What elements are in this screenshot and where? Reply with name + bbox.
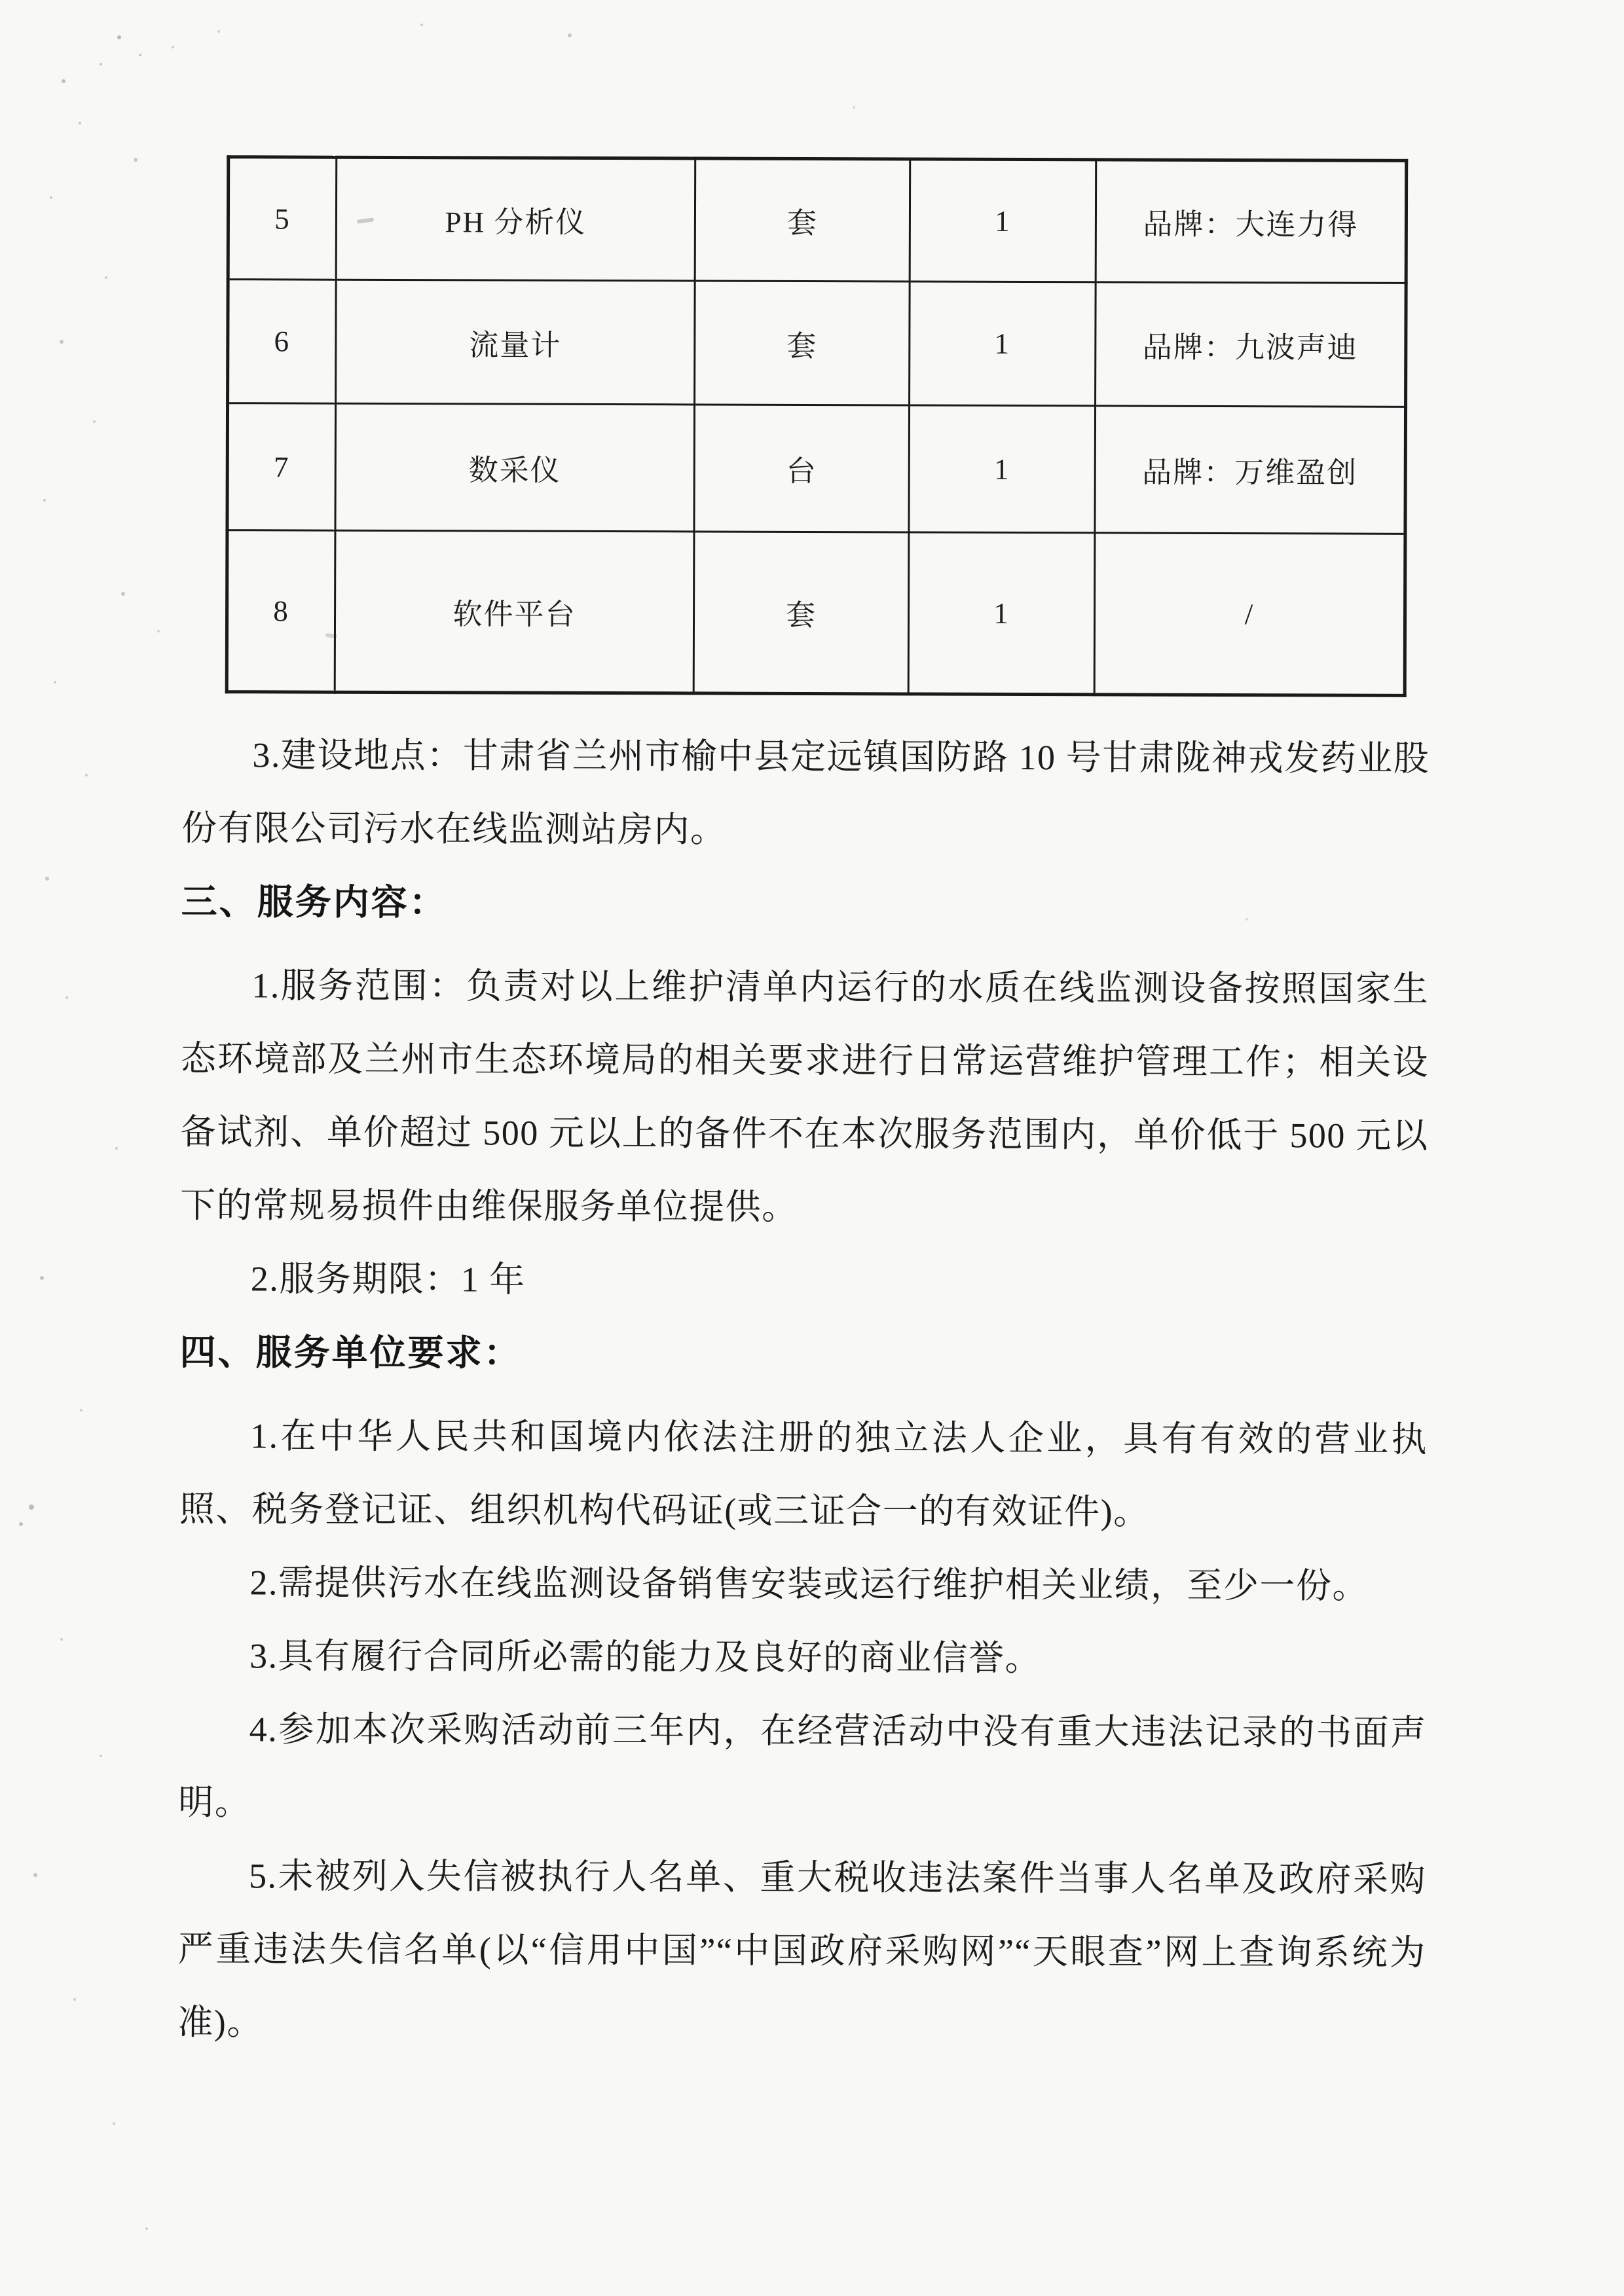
device-name-cell: 数采仪: [335, 403, 695, 532]
requirement-item-2: 2.需提供污水在线监测设备销售安装或运行维护相关业绩，至少一份。: [249, 1563, 1369, 1606]
device-name-cell: 流量计: [336, 280, 695, 405]
quantity-cell: 1: [908, 532, 1095, 695]
seq-cell: 6: [228, 280, 337, 404]
unit-cell: 套: [695, 158, 910, 282]
brand-cell: 品牌：九波声迪: [1096, 282, 1407, 407]
quantity-cell: 1: [910, 159, 1096, 282]
table-row: [228, 280, 1407, 407]
quantity-cell: 1: [910, 282, 1096, 406]
device-name-cell: 软件平台: [335, 530, 694, 693]
section-heading-supplier-requirements: 四、服务单位要求：: [179, 1331, 522, 1374]
requirement-item-1: 1.在中华人民共和国境内依法注册的独立法人企业，具有有效的营业执照、税务登记证、组织机构代码证(或三证合一的有效证件)。: [179, 1416, 1428, 1532]
seq-cell: 7: [227, 403, 336, 531]
service-term-paragraph: 2.服务期限：1 年: [250, 1259, 526, 1300]
brand-cell: 品牌：大连力得: [1096, 160, 1407, 283]
section-heading-service-content: 三、服务内容：: [181, 881, 447, 923]
requirement-item-4: 4.参加本次采购活动前三年内，在经营活动中没有重大违法记录的书面声明。: [178, 1709, 1427, 1823]
brand-cell: /: [1094, 533, 1405, 695]
device-name-cell: PH 分析仪: [336, 157, 695, 281]
unit-cell: 套: [693, 532, 909, 694]
document-body: [177, 718, 1430, 2063]
service-scope-paragraph: 1.服务范围：负责对以上维护清单内运行的水质在线监测设备按照国家生态环境部及兰州市生态环境局的相关要求进行日常运营维护管理工作；相关设备试剂、单价超过 500 元以上的备件不在本次服务范围内，单价低于 500 元以下的常规易损件由维保服务单位提供。: [180, 966, 1430, 1227]
unit-cell: 台: [694, 405, 910, 532]
requirement-item-5: 5.未被列入失信被执行人名单、重大税收违法案件当事人名单及政府采购严重违法失信名单(以“信用中国”“中国政府采购网”“天眼查”网上查询系统为准)。: [177, 1856, 1427, 2043]
brand-cell: 品牌：万维盈创: [1095, 406, 1406, 534]
table-row: [227, 530, 1405, 696]
table-row: [227, 403, 1406, 534]
requirement-item-3: 3.具有履行合同所必需的能力及良好的商业信誉。: [249, 1636, 1042, 1679]
table-row: [228, 157, 1407, 283]
seq-cell: 8: [227, 530, 335, 693]
equipment-table: [225, 155, 1409, 697]
construction-site-paragraph: 3.建设地点：甘肃省兰州市榆中县定远镇国防路 10 号甘肃陇神戎发药业股份有限公司污水在线监测站房内。: [181, 735, 1430, 850]
quantity-cell: 1: [909, 405, 1096, 533]
unit-cell: 套: [695, 281, 910, 405]
seq-cell: 5: [228, 157, 337, 280]
